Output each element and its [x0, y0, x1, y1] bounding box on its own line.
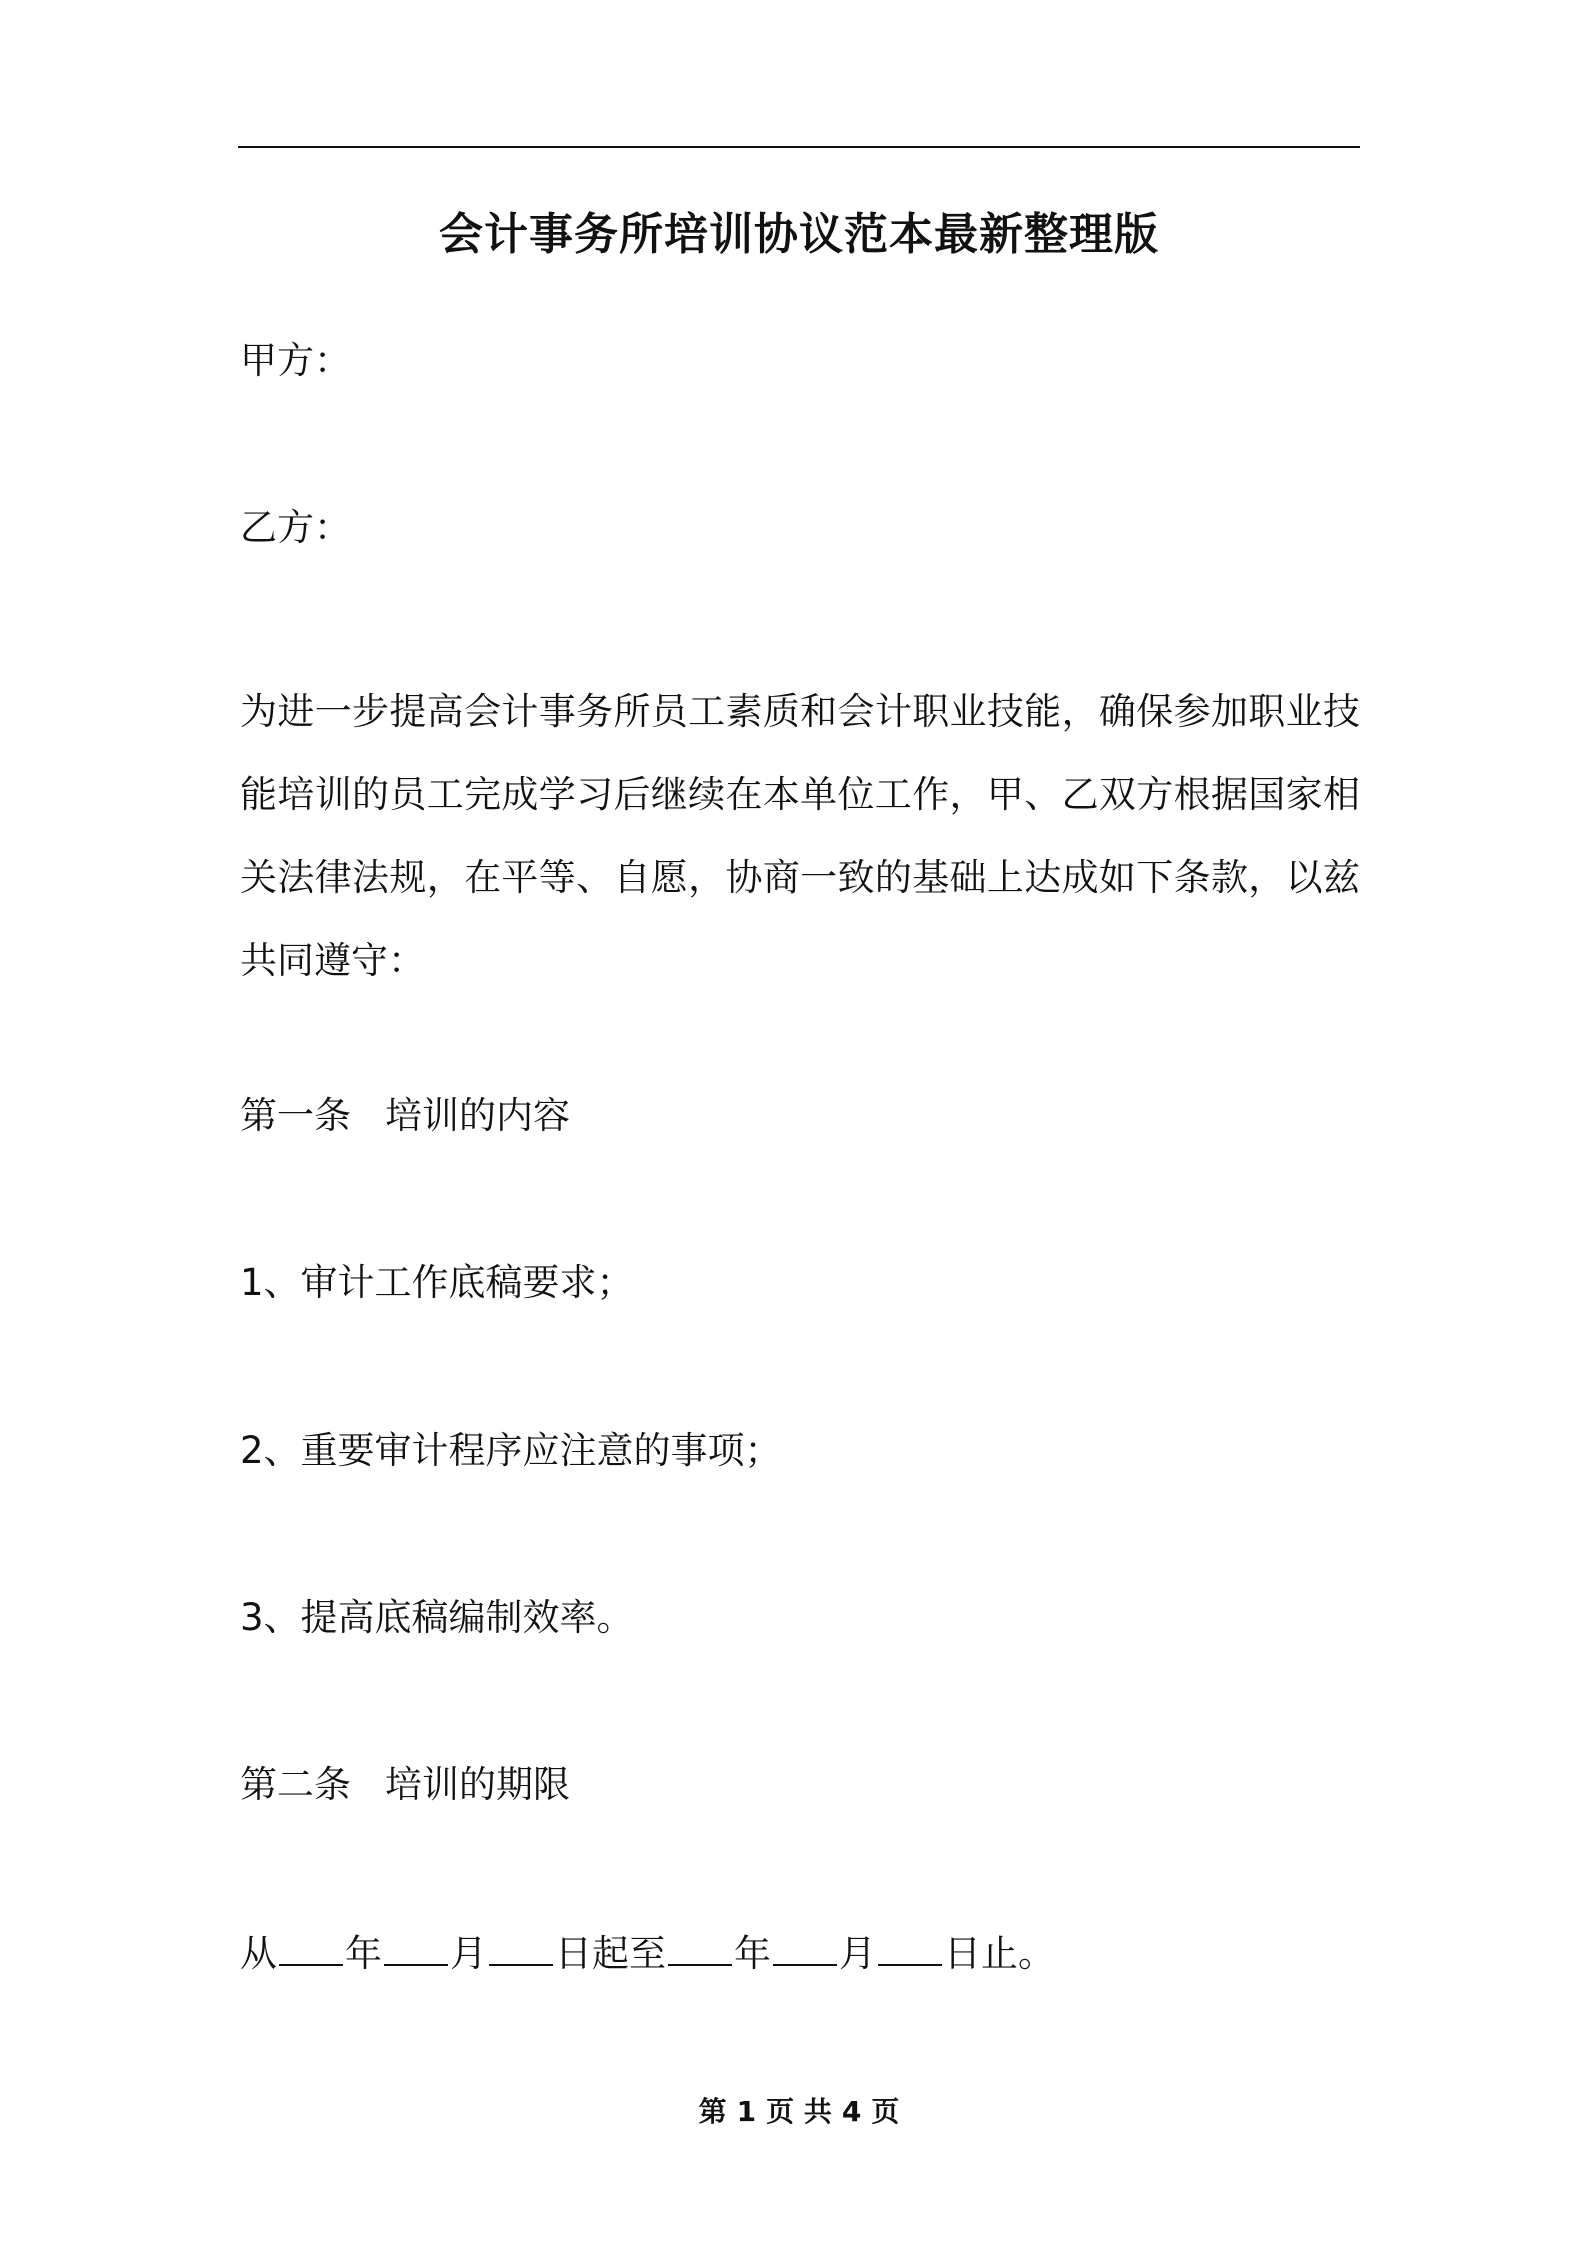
period-year-text: 年: [734, 1932, 771, 1975]
period-end-text: 日止。: [944, 1932, 1055, 1975]
article-2-number: 第二条: [240, 1763, 351, 1806]
day-blank-start: [489, 1928, 553, 1966]
year-blank-end: [668, 1928, 732, 1966]
party-a-label: 甲方：: [240, 339, 351, 382]
article-2-heading: [240, 1760, 570, 1810]
period-to-text: 日起至: [555, 1932, 666, 1975]
period-month-text: 月: [450, 1932, 487, 1975]
article-1-heading: [240, 1091, 570, 1141]
year-blank-start: [279, 1928, 343, 1966]
page-footer: [238, 2092, 1360, 2132]
header-rule: [238, 146, 1360, 148]
period-year-text: 年: [345, 1932, 382, 1975]
article-1-item: 1、审计工作底稿要求；: [240, 1261, 634, 1304]
period-from-text: 从: [240, 1932, 277, 1975]
current-page-number: 1: [736, 2095, 757, 2128]
period-month-text: 月: [839, 1932, 876, 1975]
footer-prefix: 第: [698, 2095, 727, 2128]
training-period-line: [240, 1928, 1055, 1979]
article-1-item: 3、提高底稿编制效率。: [240, 1596, 634, 1639]
article-1-title: 培训的内容: [385, 1094, 570, 1137]
article-2-title: 培训的期限: [385, 1763, 570, 1806]
total-page-number: 4: [841, 2095, 862, 2128]
article-1-number: 第一条: [240, 1094, 351, 1137]
month-blank-end: [773, 1928, 837, 1966]
intro-paragraph: 为进一步提高会计事务所员工素质和会计职业技能，确保参加职业技能培训的员工完成学习后继续在本单位工作，甲、乙双方根据国家相关法律法规，在平等、自愿，协商一致的基础上达成如下条款，以兹共同遵守：: [240, 690, 1360, 982]
day-blank-end: [878, 1928, 942, 1966]
month-blank-start: [384, 1928, 448, 1966]
footer-suffix: 页: [871, 2095, 900, 2128]
document-title: 会计事务所培训协议范本最新整理版: [439, 209, 1159, 260]
party-b-label: 乙方：: [240, 506, 351, 549]
article-1-item: 2、重要审计程序应注意的事项；: [240, 1429, 782, 1472]
footer-mid: 页 共: [766, 2095, 832, 2128]
